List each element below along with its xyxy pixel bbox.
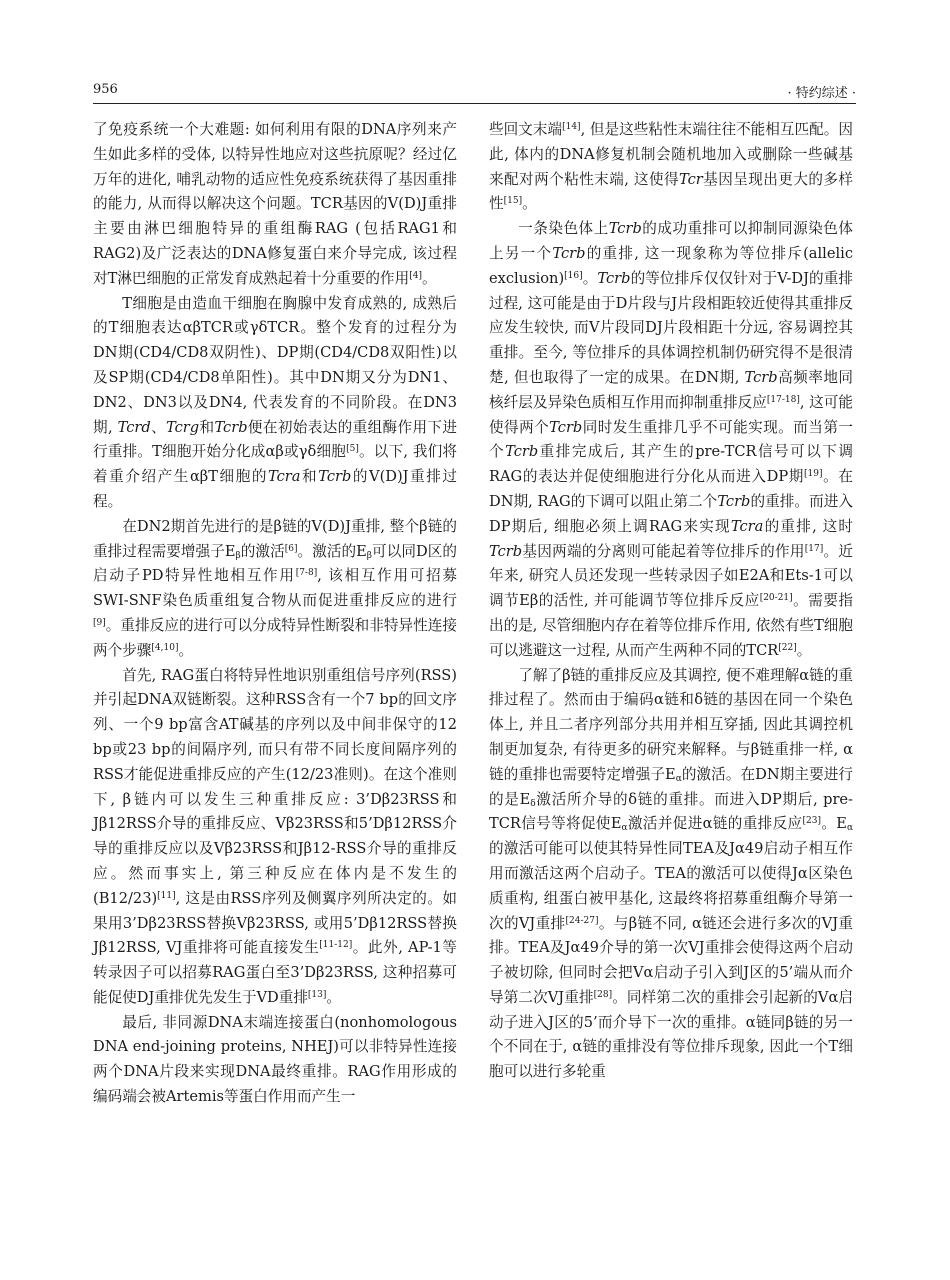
text-run: 。近年来, 研究人员还发现一些转录因子如E2A和Ets-1可以调节Eβ的活性, 并可能调节等位排斥反应 [489,542,853,610]
paragraph-p7 [489,217,853,663]
subscript: α [621,823,628,834]
citation-ref: [24-27] [565,915,599,926]
gene-name: Tcrb [608,220,642,238]
text-run: 基因两端的分离则可能起着等位排斥的作用 [522,542,805,560]
page-number: 956 [93,82,118,97]
citation-ref: [4,10] [151,642,179,653]
right-column [489,118,853,1085]
gene-name: Tcrb [214,418,248,436]
citation-ref: [4] [409,270,422,281]
text-run: , 该相互作用可招募SWI-SNF染色质重组复合物从而促进重排反应的进行 [93,567,457,610]
citation-ref: [22] [778,642,797,653]
text-run: 可以同D区的启动子PD特异性地相互作用 [93,542,458,585]
text-run: 最后, 非同源DNA末端连接蛋白(nonhomologous DNA end-joining proteins, NHEJ)可以非特异性连接两个DNA片段来实现DNA最终重排。RAG作用形成的编码端会被Artemis等蛋白作用而产生一 [93,1013,457,1106]
text-run: 。 [326,988,342,1006]
text-run: 的V(D)J重排过程。 [93,468,457,510]
text-run: 。E [820,815,847,833]
gene-name: Tcr [679,170,703,188]
text-run: 。重排反应的进行可以分成特异性断裂和非特异性连接两个步骤 [93,616,457,659]
citation-ref: [9] [93,617,106,628]
text-run: 的激活。在DN期主要进行的是E [489,765,853,808]
text-run: 些回文末端 [489,121,563,138]
paragraph-p6 [489,118,853,217]
text-run: 。同样第二次的重排会引起新的Vα启动子进入J区的5’而介导下一次的重排。α链同β链的另一个不同在于, α链的重排没有等位排斥现象, 因此一个T细胞可以进行多轮重 [489,988,853,1081]
gene-name: Tcrb [318,468,352,486]
text-run: 了免疫系统一个大难题: 如何利用有限的DNA序列来产生如此多样的受体, 以特异性地应对这些抗原呢？经过亿万年的进化, 哺乳动物的适应性免疫系统获得了基因重排的能力, 从而得以解决这个问题。TCR基因的V(D)J重排主要由淋巴细胞特异的重组酶RAG (包括RAG1和RAG2)及广泛表达的DNA修复蛋白来介导完成, 该过程对T淋巴细胞的正常发育成熟起着十分重要的作用 [93,121,457,287]
text-run: 和 [300,468,319,486]
paragraph-p4 [93,664,457,1011]
gene-name: Tcrg [166,418,200,436]
gene-name: Tcrd [117,418,151,436]
subscript: α [846,823,854,834]
text-run: 。与β链不同, α链还会进行多次的VJ重排。TEA及Jα49介导的第一次VJ重排会使得这两个启动子被切除, 但同时会把Vα启动子引入到J区的5’端从而介导第二次VJ重排 [489,914,854,1006]
text-run: 激活所介导的δ链的重排。而进入DP期后, pre-TCR信号等将促使E [489,790,853,833]
citation-ref: [15] [503,196,523,207]
subscript: α [675,773,682,784]
text-run: T细胞是由造血干细胞在胸腺中发育成熟的, 成熟后的T细胞表达αβTCR或γδTCR。整个发育的过程分为DN期(CD4/CD8双阴性)、DP期(CD4/CD8双阳性)以及SP期(CD4/CD8单阳性)。其中DN期又分为DN1、DN2、DN3以及DN4, 代表发育的不同阶段。在DN3期, [93,294,457,436]
subscript: δ [530,798,536,809]
text-run: 的重排。而进入DP期后, 细胞必须上调RAG来实现 [489,492,853,535]
text-run: 便在初始表达的重组酶作用下进行重排。T细胞开始分化成αβ或γδ细胞 [93,418,457,461]
citation-ref: [7-8] [295,568,318,579]
citation-ref: [11] [157,890,176,901]
paragraph-p2 [93,292,457,515]
citation-ref: [11-12] [319,940,353,951]
citation-ref: [14] [562,122,581,132]
running-header [93,82,856,102]
text-run: 。 [582,269,598,287]
text-run: 的等位排斥仅仅针对于V-DJ的重排过程, 这可能是由于D片段与J片段相距较近使得其重排反应发生较快, 而V片段同DJ片段相距十分远, 容易调控其重排。至今, 等位排斥的具体调控机制仍研究得不是很清楚, 但也取得了一定的成果。在DN期, [489,269,853,386]
text-run: 。 [522,195,537,213]
gene-name: Tcra [730,517,764,535]
text-run: 的激活 [240,542,285,560]
text-run: 。此外, AP-1等转录因子可以招募RAG蛋白至3’Dβ23RSS, 这种招募可能促使DJ重排优先发生于VD重排 [93,939,457,1006]
text-run: 一条染色体上 [518,220,609,238]
header-rule [93,103,856,104]
text-run: 、 [150,418,167,436]
text-run: 在DN2期首先进行的是β链的V(D)J重排, 整个β链的重排过程需要增强子E [93,517,457,560]
text-run: 。 [421,269,437,287]
gene-name: Tcra [268,468,301,486]
text-run: , 这是由RSS序列及侧翼序列所决定的。如果用3’Dβ23RSS替换Vβ23RSS, 或用5’Dβ12RSS替换Jβ12RSS, VJ重排将可能直接发生 [93,889,457,957]
text-run: 高频率地同核纤层及异染色质相互作用而抑制重排反应 [489,368,853,411]
text-run: 同时发生重排几乎不可能实现。而当第一个 [489,418,853,461]
citation-ref: [20-21] [759,593,793,604]
citation-ref: [6] [284,543,298,554]
citation-ref: [17] [804,543,824,554]
text-run: 了解了β链的重排反应及其调控, 便不难理解α链的重排过程了。然而由于编码α链和δ链的基因在同一个染色体上, 并且二者序列部分共用并相互穿插, 因此其调控机制更加复杂, 有待更多的研究来解释。与β链重排一样, α链的重排也需要特定增强子E [489,666,853,783]
gene-name: Tcrb [552,244,586,262]
text-run: 。激活的E [297,542,367,560]
text-run: 。以下, 我们将着重介绍产生αβT细胞的 [93,443,457,486]
citation-ref: [16] [564,270,583,281]
text-run: 首先, RAG蛋白将特异性地识别重组信号序列(RSS)并引起DNA双链断裂。这种RSS含有一个7 bp的回文序列、一个9 bp富含AT碱基的序列以及中间非保守的12 bp或23 bp的间隔序列, 而只有带不同长度间隔序列的RSS才能促进重排反应的产生(12/23准则)。在这个准则下, β链内可以发生三种重排反应: 3’Dβ23RSS和Jβ12RSS介导的重排反应、Vβ23RSS和5’Dβ12RSS介导的重排反应以及Vβ23RSS和Jβ12-RSS介导的重排反应。然而事实上, 第三种反应在体内是不发生的(B12/23) [93,666,457,907]
left-column [93,118,457,1110]
paragraph-p1 [93,118,457,292]
gene-name: Tcrb [717,492,751,510]
subscript: β [366,550,372,561]
text-run: 。 [796,641,812,659]
text-run: 的激活可能可以使其特异性同TEA及Jα49启动子相互作用而激活这两个启动子。TEA的激活可以使得Jα区染色质重构, 组蛋白被甲基化, 这最终将招募重组酶介导第一次的VJ重排 [489,840,853,932]
paragraph-p3 [93,515,457,664]
citation-ref: [13] [307,989,327,1000]
text-run: , 但是这些粘性末端往往不能相互匹配。因此, 体内的DNA修复机制会随机地加入或删除一些碱基来配对两个粘性末端, 这使得 [489,121,853,188]
text-run: 。 [178,641,194,659]
citation-ref: [17-18] [766,394,800,405]
text-run: 的成功重排可以抑制同源染色体上另一个 [489,220,853,262]
gene-name: Tcrb [597,269,631,287]
text-run: 基因呈现出更大的多样性 [489,170,853,213]
text-run: , 这可能使得两个 [489,393,853,436]
gene-name: Tcrb [505,443,539,461]
citation-ref: [23] [802,816,821,827]
gene-name: Tcrb [744,368,778,386]
text-run: 和 [199,418,215,436]
gene-name: Tcrb [549,418,583,436]
text-run: 重排完成后, 其产生的pre-TCR信号可以下调RAG的表达并促使细胞进行分化从而进入DP期 [489,443,853,486]
text-run: 的重排, 这时 [763,517,854,535]
text-run: 的重排, 这一现象称为等位排斥(allelic exclusion) [489,244,853,287]
gene-name: Tcrb [489,542,523,560]
text-run: 激活并促进α链的重排反应 [627,815,803,833]
paragraph-p8 [489,664,853,1086]
citation-ref: [28] [593,989,613,1000]
subscript: β [235,550,241,561]
text-run: 。需要指出的是, 尽管细胞内存在着等位排斥作用, 依然有些T细胞可以逃避这一过程, 从而产生两种不同的TCR [489,592,853,659]
text-run: 。在DN期, RAG的下调可以阻止第二个 [489,468,853,510]
citation-ref: [19] [804,469,823,480]
paragraph-p5 [93,1011,457,1110]
section-label: · 特约综述 · [787,86,856,101]
citation-ref: [5] [346,444,359,455]
